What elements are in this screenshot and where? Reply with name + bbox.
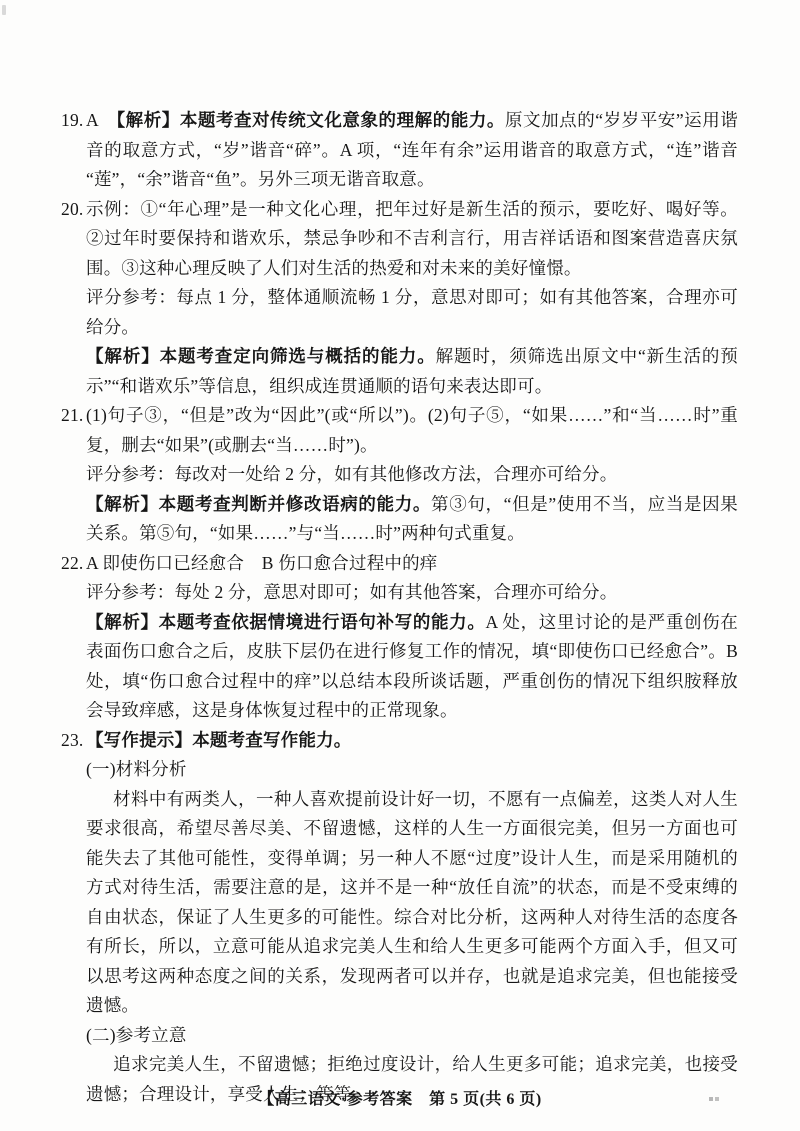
answer-item-21: [61, 401, 738, 549]
item-number: 19.: [61, 110, 84, 130]
emphasis-text-segment: 【写作提示】本题考查写作能力。: [86, 729, 352, 750]
item-number: 22.: [61, 552, 84, 573]
emphasis-text-segment: 【解析】本题考查对传统文化意象的理解的能力。: [116, 110, 505, 130]
answers-content: [61, 106, 739, 1109]
answer-paragraph: [61, 106, 739, 195]
answer-paragraph: [86, 460, 738, 490]
emphasis-text-segment: 【解析】本题考查定向筛选与概括的能力。: [86, 346, 436, 366]
emphasis-text-segment: 【解析】本题考查判断并修改语病的能力。: [86, 493, 432, 514]
text-segment: (1)句子③，“但是”改为“因此”(或“所以”)。(2)句子⑤，“如果……”和“当……时”重复，删去“如果”(或删去“当……时”)。: [86, 405, 738, 455]
text-segment: A 即使伤口已经愈合 B 伤口愈合过程中的痒: [86, 552, 438, 573]
text-segment: (二)参考立意: [86, 1024, 187, 1045]
answer-paragraph: [86, 578, 738, 608]
answer-item-20: [61, 195, 738, 402]
text-segment: 第③句，“但是”使用不当，应当是因果关系。第⑤句，“如果……”与“当……时”两种句式重复。: [86, 493, 738, 543]
answer-paragraph: [86, 755, 738, 785]
answer-paragraph: [61, 549, 738, 579]
answer-paragraph: [86, 342, 738, 401]
text-segment: A: [86, 110, 117, 130]
text-segment: 评分参考：每处 2 分，意思对即可；如有其他答案，合理亦可给分。: [86, 582, 618, 602]
text-segment: A 处，这里讨论的是严重创伤在表面伤口愈合之后，皮肤下层仍在进行修复工作的情况，填“即使伤口已经愈合”。B 处，填“伤口愈合过程中的痒”以总结本段所谈话题，严重创伤的情况下组织胺释放会导致痒感，这是身体恢复过程中的正常现象。: [86, 611, 739, 720]
text-segment: 解题时，须筛选出原文中“新生活的预示”“和谐欢乐”等信息，组织成连贯通顺的语句来表达即可。: [86, 346, 738, 396]
answer-item-23: [61, 726, 738, 1110]
item-number: 20.: [61, 198, 84, 219]
answer-paragraph: [86, 1021, 738, 1051]
answer-paragraph: [86, 490, 738, 549]
text-segment: 材料中有两类人，一种人喜欢提前设计好一切，不愿有一点偏差，这类人对人生要求很高，希望尽善尽美、不留遗憾，这样的人生一方面很完美，但另一方面也可能失去了其他可能性，变得单调；另一种人不愿“过度”设计人生，而是采用随机的方式对待生活，需要注意的是，这并不是一种“放任自流”的状态，而是不受束缚的自由状态，保证了人生更多的可能性。综合对比分析，这两种人对待生活的态度各有所长，所以，立意可能从追求完美人生和给人生更多可能两个方面入手，但又可以思考这两种态度之间的关系，发现两者可以并存，也就是追求完美，但也能接受遗憾。: [86, 788, 738, 1015]
page-footer: [0, 1086, 800, 1109]
item-number: 21.: [61, 405, 84, 425]
answer-paragraph: [61, 401, 738, 460]
answer-item-19: [61, 106, 739, 195]
answer-paragraph: [86, 608, 738, 726]
text-segment: 追求完美人生，不留遗憾；拒绝过度设计，给人生更多可能；追求完美，也接受遗憾；合理设计，享受人生；等等。: [86, 1054, 738, 1104]
footer-text: 【高三语文·参考答案 第 5 页(共 6 页): [258, 1091, 542, 1108]
text-segment: 评分参考：每改对一处给 2 分，如有其他修改方法，合理亦可给分。: [86, 464, 618, 484]
item-number: 23.: [61, 729, 84, 750]
answer-item-22: [61, 549, 739, 726]
text-segment: (一)材料分析: [86, 759, 187, 779]
scan-artifact-mark: [2, 5, 6, 15]
answer-paragraph: [86, 283, 738, 342]
scan-artifact-dots: [709, 1097, 719, 1101]
answer-paragraph: [61, 195, 738, 284]
answer-paragraph: [61, 726, 738, 756]
emphasis-text-segment: 【解析】本题考查依据情境进行语句补写的能力。: [86, 611, 486, 632]
text-segment: 评分参考：每点 1 分，整体通顺流畅 1 分，意思对即可；如有其他答案，合理亦可给分。: [86, 287, 738, 337]
text-segment: 示例：①“年心理”是一种文化心理，把年过好是新生活的预示，要吃好、喝好等。②过年时要保持和谐欢乐，禁忌争吵和不吉利言行，用吉祥话语和图案营造喜庆氛围。③这种心理反映了人们对生活的热爱和对未来的美好憧憬。: [86, 198, 738, 278]
text-segment: 原文加点的“岁岁平安”运用谐音的取意方式，“岁”谐音“碎”。A 项，“连年有余”运用谐音的取意方式，“连”谐音“莲”，“余”谐音“鱼”。另外三项无谐音取意。: [86, 110, 739, 189]
answer-paragraph: [86, 785, 738, 1021]
